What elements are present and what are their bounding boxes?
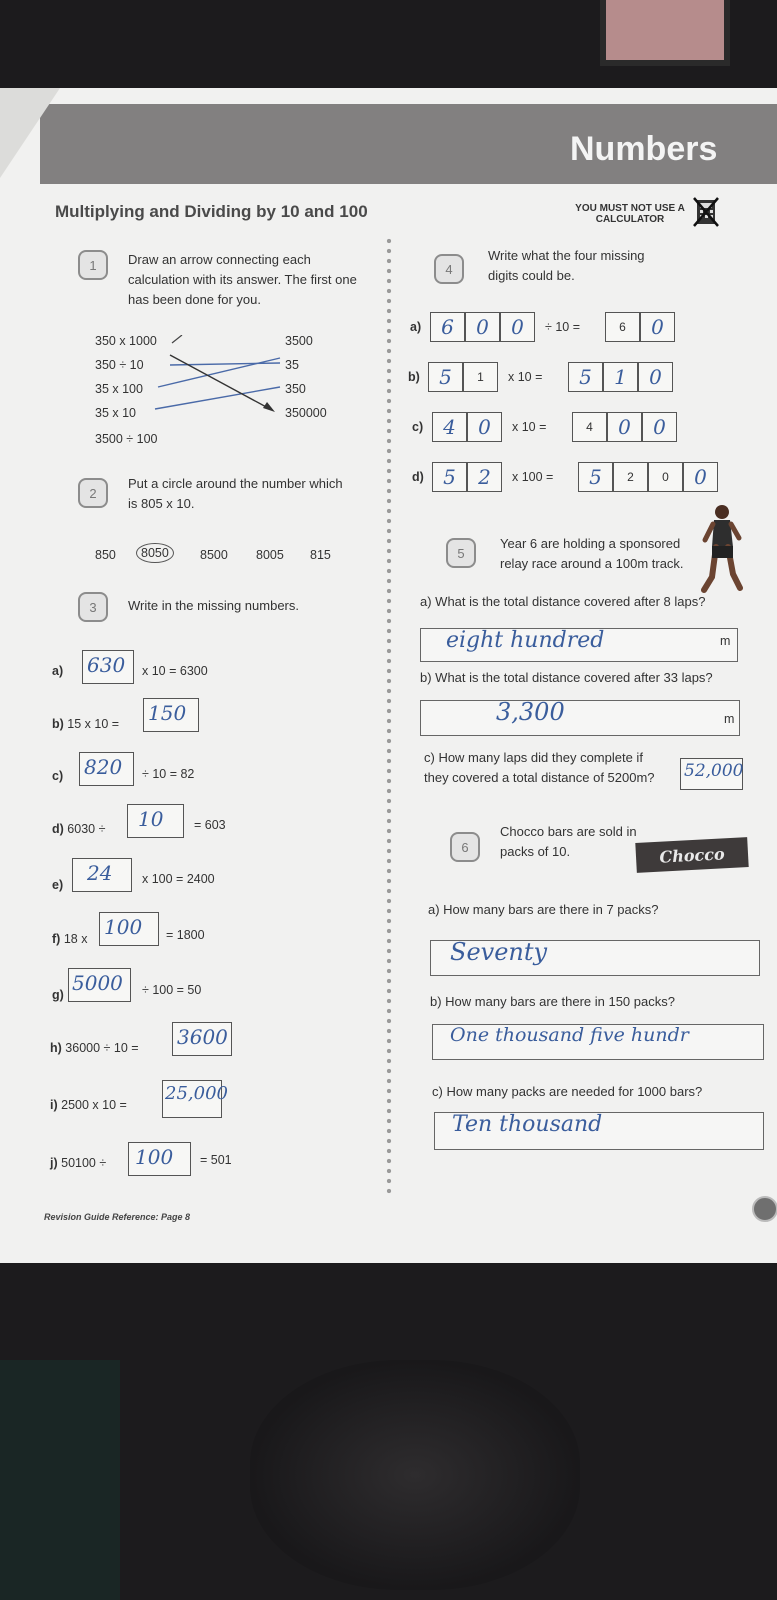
q3-item-text: 2500 x 10 = bbox=[61, 1098, 127, 1112]
q4-operator: ÷ 10 = bbox=[545, 320, 581, 334]
q6b-question: b) How many bars are there in 150 packs? bbox=[430, 994, 675, 1009]
q4-digit-cell[interactable]: 4 bbox=[432, 412, 467, 442]
q3-item-text: = 501 bbox=[200, 1153, 232, 1167]
q1-left-item: 35 x 10 bbox=[95, 406, 137, 420]
q3-item-label: b) bbox=[52, 717, 64, 731]
q1-right-item: 3500 bbox=[285, 334, 313, 348]
q4-digit-cell[interactable]: 0 bbox=[607, 412, 642, 442]
q4-digit-cell: 6 bbox=[605, 312, 640, 342]
q3-item-label: f) bbox=[52, 932, 61, 946]
q2-option-circled: 8050 bbox=[136, 543, 174, 563]
q4-digit-cell[interactable]: 0 bbox=[465, 312, 500, 342]
q1-left-item: 3500 ÷ 100 bbox=[95, 432, 158, 446]
q3-item-text: 36000 ÷ 10 = bbox=[65, 1041, 139, 1055]
q3-item-text: x 10 = 6300 bbox=[142, 664, 208, 678]
q4-digit-cell[interactable]: 6 bbox=[430, 312, 465, 342]
q4-digit-cell[interactable]: 0 bbox=[640, 312, 675, 342]
q5b-unit: m bbox=[724, 712, 735, 726]
background-fabric bbox=[0, 1360, 120, 1600]
q1-left-item: 350 ÷ 10 bbox=[95, 358, 144, 372]
q4-row-label: c) bbox=[412, 420, 424, 434]
question-2-instruction: Put a circle around the number which is 805 x 10. bbox=[128, 476, 343, 511]
q3-answer-box[interactable]: 150 bbox=[143, 698, 199, 732]
q6a-question: a) How many bars are there in 7 packs? bbox=[428, 902, 659, 917]
q3-item-text: 6030 ÷ bbox=[67, 822, 106, 836]
chocco-logo: Chocco bbox=[658, 843, 726, 867]
question-6-instruction: Chocco bars are sold in packs of 10. bbox=[500, 824, 637, 859]
q5b-answer-field[interactable] bbox=[420, 700, 740, 736]
q5a-question: a) What is the total distance covered after 8 laps? bbox=[420, 594, 706, 609]
q3-item-label: a) bbox=[52, 664, 64, 678]
q5a-unit: m bbox=[720, 634, 731, 648]
q4-digit-cell: 4 bbox=[572, 412, 607, 442]
q5c-question-line2: they covered a total distance of 5200m? bbox=[424, 770, 655, 785]
q4-digit-cell[interactable]: 5 bbox=[568, 362, 603, 392]
q2-option: 850 bbox=[95, 548, 116, 562]
q3-item-text: x 100 = 2400 bbox=[142, 872, 215, 886]
revision-reference: Revision Guide Reference: Page 8 bbox=[44, 1212, 191, 1222]
q4-digit-cell[interactable]: 5 bbox=[578, 462, 613, 492]
q3-item-text: = 603 bbox=[194, 818, 226, 832]
q4-digit-cell[interactable]: 1 bbox=[603, 362, 638, 392]
q4-digit-cell[interactable]: 2 bbox=[467, 462, 502, 492]
q6a-answer: Seventy bbox=[450, 938, 548, 966]
q3-item-label: i) bbox=[50, 1098, 58, 1112]
chocco-bar-image bbox=[635, 837, 748, 873]
q4-digit-cell[interactable]: 0 bbox=[638, 362, 673, 392]
q4-digit-cell: 1 bbox=[463, 362, 498, 392]
q4-digit-cell[interactable]: 0 bbox=[683, 462, 718, 492]
q3-answer-box[interactable]: 100 bbox=[99, 912, 159, 946]
q3-answer-box[interactable]: 25,000 bbox=[162, 1080, 222, 1118]
q4-digit-cell: 0 bbox=[648, 462, 683, 492]
q1-left-item: 350 x 1000 bbox=[95, 334, 157, 348]
q2-option: 815 bbox=[310, 548, 331, 562]
question-2-number: 2 bbox=[78, 478, 108, 508]
q3-answer-box[interactable]: 820 bbox=[79, 752, 134, 786]
q1-right-item: 350000 bbox=[285, 406, 327, 420]
q4-row-label: a) bbox=[410, 320, 422, 334]
q3-item-label: e) bbox=[52, 878, 64, 892]
q6c-answer: Ten thousand bbox=[452, 1112, 603, 1137]
q3-item-text: 15 x 10 = bbox=[67, 717, 120, 731]
q4-operator: x 10 = bbox=[512, 420, 547, 434]
q5b-question: b) What is the total distance covered after 33 laps? bbox=[420, 670, 713, 685]
q4-operator: x 100 = bbox=[512, 470, 554, 484]
q4-digit-cell: 2 bbox=[613, 462, 648, 492]
question-3-number: 3 bbox=[78, 592, 108, 622]
page-badge bbox=[752, 1196, 777, 1222]
q3-item-label: j) bbox=[50, 1156, 58, 1170]
q3-item-label: g) bbox=[52, 988, 64, 1002]
q3-answer-box[interactable]: 100 bbox=[128, 1142, 191, 1176]
q4-row-label: d) bbox=[412, 470, 424, 484]
q6b-answer: One thousand five hundr bbox=[450, 1024, 689, 1046]
column-divider bbox=[386, 236, 392, 1196]
q4-digit-cell[interactable]: 0 bbox=[642, 412, 677, 442]
q4-digit-cell[interactable]: 5 bbox=[432, 462, 467, 492]
q4-digit-cell[interactable]: 5 bbox=[428, 362, 463, 392]
page-title: Numbers bbox=[570, 130, 718, 168]
q3-item-text: ÷ 100 = 50 bbox=[142, 983, 202, 997]
q4-operator: x 10 = bbox=[508, 370, 543, 384]
runner-image bbox=[700, 502, 745, 597]
no-calculator-icon bbox=[693, 197, 719, 227]
question-6-number: 6 bbox=[450, 832, 480, 862]
q6c-question: c) How many packs are needed for 1000 bars? bbox=[432, 1084, 703, 1099]
q3-answer-box[interactable]: 5000 bbox=[68, 968, 131, 1002]
question-4-instruction: Write what the four missing digits could be. bbox=[488, 248, 645, 283]
q5c-question-line1: c) How many laps did they complete if bbox=[424, 750, 643, 765]
q3-item-label: c) bbox=[52, 769, 64, 783]
q3-item-label: d) bbox=[52, 822, 64, 836]
q3-answer-box[interactable]: 630 bbox=[82, 650, 134, 684]
q4-digit-cell[interactable]: 0 bbox=[467, 412, 502, 442]
q3-item-label: h) bbox=[50, 1041, 62, 1055]
q3-answer-box[interactable]: 10 bbox=[127, 804, 184, 838]
q5a-answer: eight hundred bbox=[446, 628, 605, 653]
question-1-instruction: Draw an arrow connecting each calculation with its answer. The first one has been done for you. bbox=[128, 252, 357, 307]
q2-option: 8500 bbox=[200, 548, 228, 562]
q3-item-text: ÷ 10 = 82 bbox=[142, 767, 195, 781]
q5c-answer-box[interactable]: 52,000 bbox=[680, 758, 743, 790]
plastic-bag bbox=[250, 1360, 580, 1590]
question-5-instruction: Year 6 are holding a sponsored relay race around a 100m track. bbox=[500, 536, 684, 571]
background-box bbox=[600, 0, 730, 66]
question-1-number: 1 bbox=[78, 250, 108, 280]
q3-answer-box[interactable]: 3600 bbox=[172, 1022, 232, 1056]
q3-item-text: = 1800 bbox=[166, 928, 205, 942]
q1-connecting-arrows bbox=[140, 335, 285, 425]
question-5-number: 5 bbox=[446, 538, 476, 568]
q1-right-item: 35 bbox=[285, 358, 299, 372]
calculator-warning: YOU MUST NOT USE A CALCULATOR bbox=[575, 203, 685, 225]
q1-left-item: 35 x 100 bbox=[95, 382, 143, 396]
question-3-instruction: Write in the missing numbers. bbox=[128, 598, 299, 613]
q4-digit-cell[interactable]: 0 bbox=[500, 312, 535, 342]
q2-option: 8005 bbox=[256, 548, 284, 562]
question-4-number: 4 bbox=[434, 254, 464, 284]
q5b-answer: 3,300 bbox=[496, 698, 565, 726]
q3-answer-box[interactable]: 24 bbox=[72, 858, 132, 892]
q4-row-label: b) bbox=[408, 370, 420, 384]
q1-right-item: 350 bbox=[285, 382, 306, 396]
q3-item-text: 18 x bbox=[63, 932, 88, 946]
section-subtitle: Multiplying and Dividing by 10 and 100 bbox=[55, 202, 368, 221]
q3-item-text: 50100 ÷ bbox=[61, 1156, 107, 1170]
